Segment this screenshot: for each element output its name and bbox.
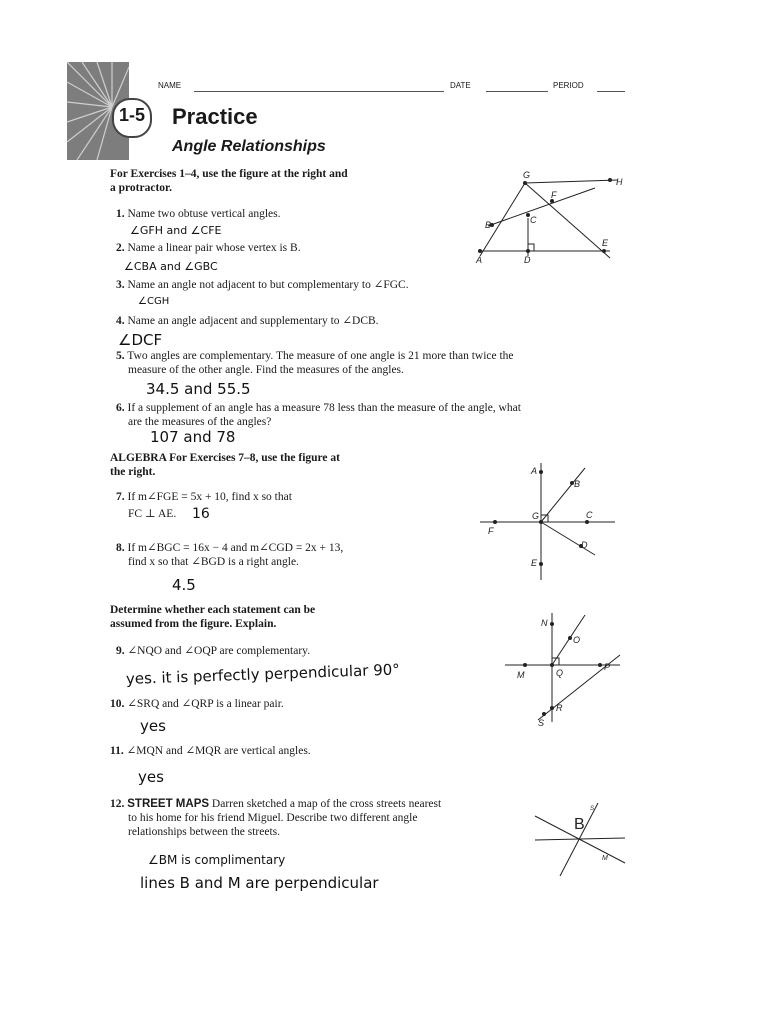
section2-heading-line2: the right.: [110, 466, 156, 478]
answer-4: ∠DCF: [118, 331, 163, 349]
fig1-label-e: E: [602, 238, 609, 248]
answer-12-line1: ∠BM is complimentary: [148, 853, 286, 867]
fig1-label-a: A: [476, 255, 483, 265]
question-12-line2: to his home for his friend Miguel. Describe two different angle: [128, 812, 418, 824]
fig3-label-r: R: [556, 703, 563, 713]
fig1-label-h: H: [616, 177, 623, 187]
question-7-line1: 7. If m∠FGE = 5x + 10, find x so that: [116, 491, 292, 503]
question-5-line1: 5. Two angles are complementary. The measure of one angle is 21 more than twice the: [116, 350, 514, 362]
question-12-line1: 12. STREET MAPS Darren sketched a map of the cross streets nearest: [110, 798, 442, 810]
answer-11: yes: [138, 768, 164, 786]
date-line: [486, 91, 548, 92]
fig2-label-c: C: [586, 510, 593, 520]
section3-heading-line2: assumed from the figure. Explain.: [110, 618, 277, 630]
answer-2: ∠CBA and ∠GBC: [124, 260, 218, 273]
fig1-label-c: C: [530, 215, 537, 225]
date-label: DATE: [450, 81, 471, 90]
fig3-label-s: S: [538, 718, 545, 728]
fig2-label-b: B: [574, 479, 581, 489]
fig1-label-g: G: [523, 170, 531, 180]
fig3-label-p: P: [604, 662, 611, 672]
figure-exercises-9-11: [500, 610, 630, 730]
answer-3: ∠CGH: [138, 296, 170, 307]
fig3-label-m: M: [517, 670, 525, 680]
answer-12-line2: lines B and M are perpendicular: [140, 874, 379, 892]
name-label: NAME: [158, 81, 182, 90]
section1-heading-line1: For Exercises 1–4, use the figure at the right and: [110, 168, 348, 180]
question-1: 1. Name two obtuse vertical angles.: [116, 208, 281, 220]
answer-10: yes: [140, 717, 166, 735]
answer-6: 107 and 78: [150, 428, 236, 446]
fig1-label-f: F: [551, 190, 557, 200]
question-5-line2: measure of the other angle. Find the measures of the angles.: [128, 364, 404, 376]
lesson-number: 1-5: [118, 105, 145, 125]
period-line: [597, 91, 625, 92]
fig1-label-b: B: [485, 220, 492, 230]
map-label-b: B: [574, 816, 585, 833]
answer-8: 4.5: [172, 576, 196, 594]
question-12-line3: relationships between the streets.: [128, 826, 281, 838]
question-9: 9. ∠NQO and ∠OQP are complementary.: [116, 645, 311, 657]
name-line: [194, 91, 444, 92]
fig2-label-a: A: [531, 466, 538, 476]
answer-7: 16: [192, 506, 210, 522]
answer-5: 34.5 and 55.5: [146, 380, 251, 398]
page-title: Practice: [172, 104, 258, 129]
question-10: 10. ∠SRQ and ∠QRP is a linear pair.: [110, 698, 284, 710]
answer-1: ∠GFH and ∠CFE: [130, 224, 222, 237]
question-8-line2: find x so that ∠BGD is a right angle.: [128, 556, 299, 568]
map-label-m: M: [602, 855, 608, 862]
question-11: 11. ∠MQN and ∠MQR are vertical angles.: [110, 745, 311, 757]
question-6-line1: 6. If a supplement of an angle has a measure 78 less than the measure of the angle, what: [116, 402, 521, 414]
fig2-label-g: G: [532, 511, 540, 521]
question-4: 4. Name an angle adjacent and supplementary to ∠DCB.: [116, 315, 379, 327]
figure-exercises-1-4: [470, 168, 630, 268]
period-label: PERIOD: [553, 81, 584, 90]
question-8-line1: 8. If m∠BGC = 16x − 4 and m∠CGD = 2x + 13,: [116, 542, 344, 554]
figure-exercises-7-8: [475, 460, 625, 585]
fig3-label-o: O: [573, 635, 581, 645]
question-7-line2: FC ⊥ AE.: [128, 508, 177, 520]
fig2-label-e: E: [531, 558, 538, 568]
fig3-label-q: Q: [556, 668, 564, 678]
page-subtitle: Angle Relationships: [172, 138, 326, 155]
question-6-line2: are the measures of the angles?: [128, 416, 272, 428]
fig1-label-d: D: [524, 255, 531, 265]
section2-heading-line1: ALGEBRA For Exercises 7–8, use the figure at: [110, 452, 340, 464]
question-3: 3. Name an angle not adjacent to but complementary to ∠FGC.: [116, 279, 409, 291]
section1-heading-line2: a protractor.: [110, 182, 172, 194]
street-map-figure: [530, 798, 630, 878]
question-2: 2. Name a linear pair whose vertex is B.: [116, 242, 301, 254]
fig2-label-d: D: [581, 540, 588, 550]
section3-heading-line1: Determine whether each statement can be: [110, 604, 316, 616]
fig2-label-f: F: [488, 526, 494, 536]
answer-9: yes. it is perfectly perpendicular 90°: [125, 660, 401, 688]
fig3-label-n: N: [541, 618, 548, 628]
map-label-s: S: [590, 806, 595, 812]
